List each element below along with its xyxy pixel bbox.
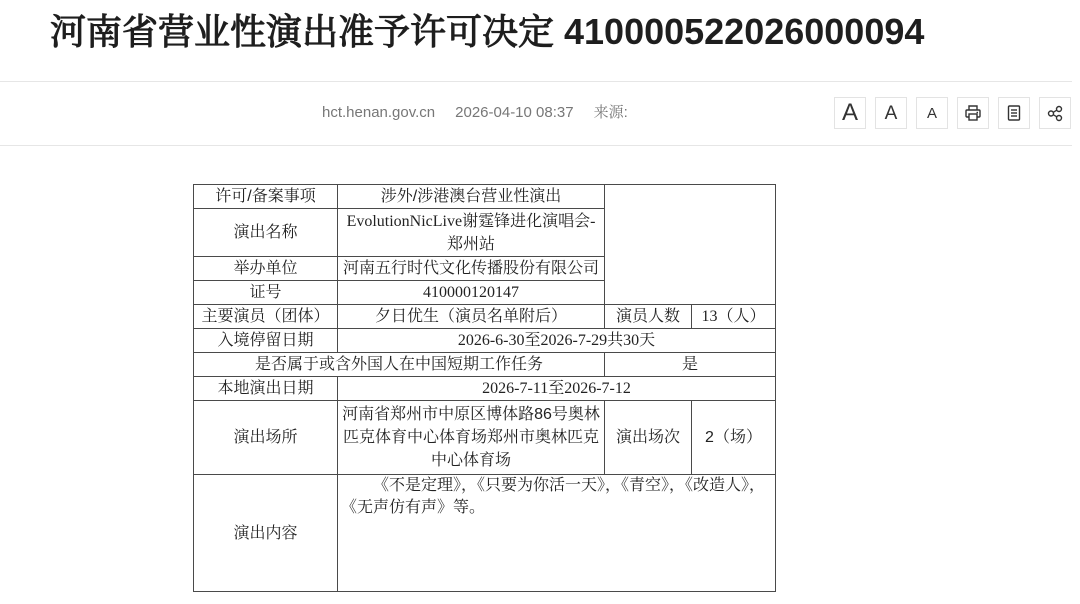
value-venue: 河南省郑州市中原区博体路86号奥林匹克体育中心体育场郑州市奥林匹克中心体育场 (338, 401, 605, 475)
table-row (194, 475, 776, 592)
font-size-small-button[interactable] (916, 97, 948, 129)
document-icon (1005, 104, 1023, 122)
label-local-dates: 本地演出日期 (194, 377, 338, 401)
share-icon (1046, 104, 1064, 122)
table-row (194, 353, 776, 377)
value-performer-count: 13（人） (692, 305, 776, 329)
label-performer-count: 演员人数 (605, 305, 692, 329)
label-license-no: 证号 (194, 281, 338, 305)
table-row (194, 329, 776, 353)
label-content: 演出内容 (194, 475, 338, 592)
font-size-medium-label: A (884, 102, 898, 124)
table-row (194, 401, 776, 475)
table-row (194, 377, 776, 401)
permit-table (193, 184, 776, 592)
value-content: 《不是定理》，《只要为你活一天》，《青空》，《改造人》，《无声仿有声》等。 (338, 475, 776, 592)
meta-bar (0, 81, 1072, 146)
label-main-performers: 主要演员（团体） (194, 305, 338, 329)
label-entry-stay: 入境停留日期 (194, 329, 338, 353)
value-entry-stay: 2026-6-30至2026-7-29共30天 (338, 329, 776, 353)
value-license-no: 410000120147 (338, 281, 605, 305)
label-show-name: 演出名称 (194, 209, 338, 257)
page-title: 河南省营业性演出准予许可决定 410000522026000094 (50, 11, 925, 52)
value-organizer: 河南五行时代文化传播股份有限公司 (338, 257, 605, 281)
table-row (194, 305, 776, 329)
printer-icon (964, 104, 982, 122)
label-show-count: 演出场次 (605, 401, 692, 475)
source-label: 来源: (593, 104, 628, 121)
value-main-performers: 夕日优生（演员名单附后） (338, 305, 605, 329)
document-button[interactable] (998, 97, 1030, 129)
publish-datetime: 2026-04-10 08:37 (455, 104, 574, 121)
label-organizer: 举办单位 (194, 257, 338, 281)
font-size-large-button[interactable] (834, 97, 866, 129)
table-row (194, 185, 776, 209)
value-foreign-short-term-work: 是 (605, 353, 776, 377)
label-foreign-short-term-work: 是否属于或含外国人在中国短期工作任务 (194, 353, 605, 377)
font-size-small-label: A (926, 104, 937, 122)
font-size-large-label: A (841, 99, 858, 126)
article-toolbar (834, 97, 1071, 129)
site-domain: hct.henan.gov.cn (322, 104, 436, 121)
share-button[interactable] (1039, 97, 1071, 129)
font-size-medium-button[interactable] (875, 97, 907, 129)
print-button[interactable] (957, 97, 989, 129)
value-local-dates: 2026-7-11至2026-7-12 (338, 377, 776, 401)
article-meta (322, 103, 628, 123)
label-venue: 演出场所 (194, 401, 338, 475)
value-show-name: EvolutionNicLive谢霆锋进化演唱会-郑州站 (338, 209, 605, 257)
value-show-count: 2（场） (692, 401, 776, 475)
empty-cell (605, 185, 776, 305)
label-matter: 许可/备案事项 (194, 185, 338, 209)
value-matter: 涉外/涉港澳台营业性演出 (338, 185, 605, 209)
